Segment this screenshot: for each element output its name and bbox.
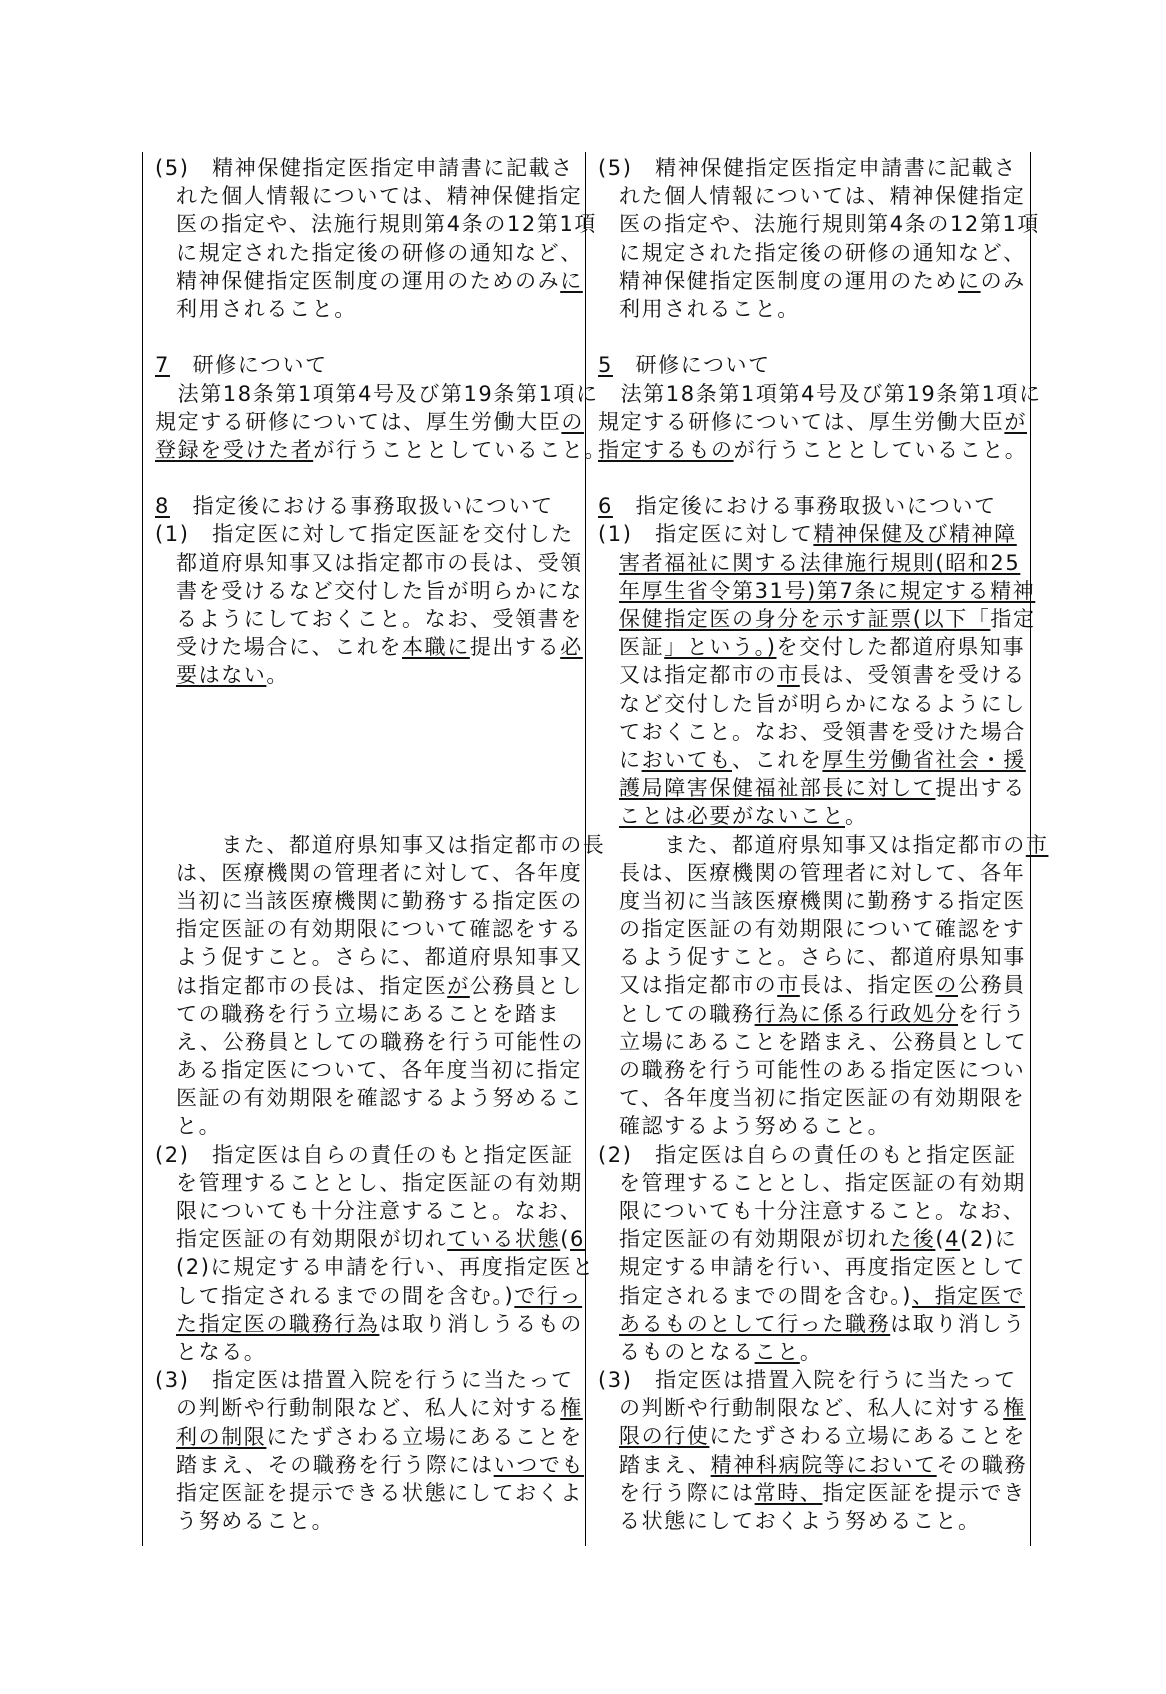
text-segment: 又は指定都市の xyxy=(619,663,778,688)
amended-text: 年厚生省令第31号)第7条に規定する精神 xyxy=(619,578,1036,603)
text-line xyxy=(155,831,606,859)
text-segment: 長は、受領書を受ける xyxy=(799,663,1026,688)
text-line xyxy=(155,239,583,267)
text-line xyxy=(598,1225,1018,1253)
text-segment: のみ xyxy=(980,268,1026,293)
text-segment: 指定されるまでの間を含む。) xyxy=(619,1283,913,1308)
text-line xyxy=(155,1225,585,1253)
text-line xyxy=(155,1451,585,1479)
text-line xyxy=(598,380,1042,408)
text-segment: の判断や行動制限など、私人に対する xyxy=(176,1396,561,1421)
text-segment: となる。 xyxy=(176,1339,267,1364)
text-segment: 利用されること。 xyxy=(176,296,357,321)
amended-text: 市 xyxy=(777,973,800,998)
text-segment: 、これを xyxy=(732,747,823,772)
blank-space xyxy=(155,690,575,831)
text-segment: よう促すこと。さらに、都道府県知事又 xyxy=(176,945,583,970)
amended-text: 保健指定医の身分を示す証票(以下「 xyxy=(619,607,991,631)
text-segment: 利用されること。 xyxy=(619,296,800,321)
text-line xyxy=(155,1197,583,1225)
amended-text: 7 xyxy=(155,353,170,378)
text-segment: に規定された指定後の研修の通知など、 xyxy=(176,240,583,265)
text-segment: ての職務を行う立場にあることを踏ま xyxy=(176,1001,561,1026)
text-segment: 。 xyxy=(799,1339,823,1364)
section-post-designation-continued xyxy=(155,831,606,1536)
amended-text: の xyxy=(561,409,584,434)
text-line xyxy=(155,1056,582,1084)
text-line xyxy=(598,1056,1026,1084)
text-line xyxy=(155,859,583,887)
text-segment: 指定医証を提示でき xyxy=(822,1480,1026,1505)
text-line xyxy=(155,1112,575,1140)
text-segment: 踏まえ、 xyxy=(619,1452,711,1477)
text-segment: ある指定医について、各年度当初に指定 xyxy=(176,1058,582,1083)
amended-text: 害者福祉に関する法律施行規則(昭和25 xyxy=(619,550,1021,575)
text-segment: 指定後における事務取扱いについて xyxy=(612,494,997,519)
amended-text: が xyxy=(1004,409,1027,434)
amended-text: 護局障害保健福祉部長に対して xyxy=(619,776,936,801)
text-segment: 規定する研修については、厚生労働大臣 xyxy=(598,409,1005,434)
text-line xyxy=(155,182,583,210)
text-line xyxy=(598,1507,1018,1535)
text-segment: は指定都市の長は、指定医 xyxy=(176,973,448,998)
text-segment: 医証の有効期限を確認するよう努めるこ xyxy=(176,1086,583,1111)
text-segment: 踏まえ、その職務を行う際には xyxy=(176,1452,494,1477)
text-segment: 法第18条第1項第4号及び第19条第1項に xyxy=(598,381,1042,406)
text-line xyxy=(598,774,1026,802)
text-line xyxy=(598,182,1026,210)
text-segment: 医の指定や、法施行規則第4条の12第1項 xyxy=(176,212,598,237)
text-segment: 医の指定や、法施行規則第4条の12第1項 xyxy=(619,212,1041,237)
section-5-personal-info xyxy=(155,154,598,323)
text-segment: 指定医証を提示できる状態にしておくよ xyxy=(176,1480,583,1505)
text-segment: に規定された指定後の研修の通知など、 xyxy=(619,240,1026,265)
text-line xyxy=(598,239,1026,267)
text-segment: 。 xyxy=(845,804,868,829)
text-segment: 公務員 xyxy=(958,973,1026,998)
text-line xyxy=(598,1197,1026,1225)
amended-text: 権 xyxy=(1003,1396,1026,1421)
text-segment: (5) 精神保健指定医指定申請書に記載さ xyxy=(598,156,1017,180)
text-line xyxy=(155,295,575,323)
text-segment: るものとなる xyxy=(619,1339,755,1364)
spacer xyxy=(155,464,575,492)
text-line xyxy=(155,1000,575,1028)
new-text-column xyxy=(598,154,1049,1535)
text-segment: (3) 指定医は措置入院を行うに当たって xyxy=(598,1368,1017,1393)
text-segment: また、都道府県知事又は指定都市の長 xyxy=(176,832,606,857)
amended-text: 」という。) xyxy=(664,635,777,660)
text-segment: 指定後における事務取扱いについて xyxy=(169,494,554,519)
text-segment: るよう促すこと。さらに、都道府県知事 xyxy=(619,945,1026,970)
amended-text: 市 xyxy=(777,663,800,688)
text-segment: る状態にしておくよう努めること。 xyxy=(619,1509,981,1533)
amended-text: 精神保健及び精神障 xyxy=(813,522,1017,547)
text-segment: れた個人情報については、精神保健指定 xyxy=(619,184,1026,209)
amended-text: 4 xyxy=(945,1227,961,1252)
amended-text: 利の制限 xyxy=(176,1424,267,1449)
text-line xyxy=(598,690,1026,718)
text-line xyxy=(155,1028,585,1056)
text-line xyxy=(598,295,1018,323)
text-line xyxy=(155,380,599,408)
text-line xyxy=(155,408,584,436)
text-line xyxy=(155,1253,595,1281)
amended-text: おいても xyxy=(641,747,733,772)
text-segment: 規定する申請を行い、再度指定医として xyxy=(619,1255,1026,1280)
text-line xyxy=(598,577,1036,605)
text-segment: 都道府県知事又は指定都市の長は、受領 xyxy=(176,550,583,575)
amended-text: 要はない xyxy=(176,663,267,688)
amended-text: 6 xyxy=(570,1227,585,1252)
amended-text: 5 xyxy=(598,353,613,378)
text-line xyxy=(155,943,583,971)
text-segment: 指定医証の有効期限が切れ xyxy=(176,1227,448,1252)
text-line xyxy=(598,633,1026,661)
amended-text: 本職に xyxy=(402,635,470,660)
text-line xyxy=(598,1479,1026,1507)
text-segment: 受けた場合に、これを xyxy=(176,635,402,660)
text-line xyxy=(155,1338,575,1366)
amended-text: いつでも xyxy=(493,1452,585,1477)
text-segment: 度当初に当該医療機関に勤務する指定医 xyxy=(619,888,1026,913)
text-line xyxy=(598,1253,1026,1281)
text-segment: え、公務員としての職務を行う可能性の xyxy=(176,1029,585,1054)
text-line xyxy=(155,633,583,661)
text-line xyxy=(155,492,575,520)
text-line xyxy=(155,887,583,915)
text-line xyxy=(155,549,583,577)
text-segment: は取り消しうるもの xyxy=(379,1311,583,1336)
text-line xyxy=(598,1000,1026,1028)
text-segment: (2)に規定する申請を行い、再度指定医と xyxy=(176,1255,595,1280)
text-line xyxy=(598,154,1018,182)
section-training xyxy=(598,351,1042,464)
text-line xyxy=(598,1084,1026,1112)
text-segment: など交付した旨が明らかになるようにし xyxy=(619,691,1026,716)
spacer xyxy=(598,464,1018,492)
amended-text: に xyxy=(560,268,583,293)
text-line xyxy=(598,718,1026,746)
text-line xyxy=(155,577,583,605)
text-segment: 指定医証の有効期限について確認をする xyxy=(176,917,583,942)
amended-text: 、指定医で xyxy=(912,1283,1026,1308)
text-line xyxy=(598,1310,1026,1338)
text-segment: 医証 xyxy=(619,635,665,660)
text-line xyxy=(155,1423,583,1451)
text-segment: 公務員とし xyxy=(469,973,583,998)
text-segment: 精神保健指定医制度の運用のため xyxy=(619,268,958,293)
text-segment: 当初に当該医療機関に勤務する指定医の xyxy=(176,888,583,913)
text-segment: 提出する xyxy=(469,635,561,660)
text-line xyxy=(155,661,575,689)
text-segment: 精神保健指定医制度の運用のためのみ xyxy=(176,268,561,293)
amended-text: 常時、 xyxy=(754,1480,823,1505)
amended-text: 6 xyxy=(598,494,613,519)
amended-text: 必 xyxy=(560,635,583,660)
text-line xyxy=(598,351,1018,379)
text-line xyxy=(155,915,583,943)
amended-text: ている状態 xyxy=(447,1227,561,1252)
text-line xyxy=(598,267,1026,295)
text-segment: 長は、指定医 xyxy=(799,973,936,998)
amended-text: 8 xyxy=(155,494,170,519)
text-line xyxy=(155,1141,575,1169)
text-segment: 研修について xyxy=(612,353,771,378)
amended-text: 市 xyxy=(1025,832,1049,857)
text-line xyxy=(598,549,1021,577)
amended-text: 行為に係る行政処分 xyxy=(754,1001,959,1026)
text-line xyxy=(155,1084,583,1112)
text-segment: 限についても十分注意すること。なお、 xyxy=(176,1199,583,1223)
text-line xyxy=(155,1310,583,1338)
text-line xyxy=(598,1169,1026,1197)
section-post-designation-handling xyxy=(598,492,1036,830)
amended-text: 登録を受けた者 xyxy=(155,437,314,462)
text-segment: としての職務 xyxy=(619,1001,755,1026)
text-line xyxy=(155,1507,575,1535)
amended-text: 指定するもの xyxy=(598,437,734,462)
spacer xyxy=(598,323,1018,351)
section-post-designation-handling xyxy=(155,492,583,689)
text-line xyxy=(598,1366,1018,1394)
text-segment: 書を受けるなど交付した旨が明らかにな xyxy=(176,578,583,603)
text-line xyxy=(598,1451,1028,1479)
text-segment: にたずさわる立場にあることを xyxy=(266,1424,583,1449)
text-segment: ( xyxy=(935,1227,946,1252)
text-segment: 規定する研修については、厚生労働大臣 xyxy=(155,409,562,434)
text-segment: (2) 指定医は自らの責任のもと指定医証 xyxy=(598,1142,1017,1167)
text-line xyxy=(598,1282,1026,1310)
text-line xyxy=(598,492,1018,520)
text-segment: るようにしておくこと。なお、受領書を xyxy=(176,607,583,631)
text-segment: (2) 指定医は自らの責任のもと指定医証 xyxy=(155,1142,574,1167)
text-line xyxy=(598,408,1027,436)
amended-text: で行っ xyxy=(514,1283,583,1308)
text-segment: が行うこととしていること。 xyxy=(733,437,1028,462)
text-segment: の職務を行う可能性のある指定医につい xyxy=(619,1058,1026,1082)
text-line xyxy=(155,1366,575,1394)
text-segment: 確認するよう努めること。 xyxy=(619,1114,891,1139)
text-segment: (3) 指定医は措置入院を行うに当たって xyxy=(155,1368,574,1393)
text-line xyxy=(598,859,1026,887)
text-segment: は取り消しう xyxy=(890,1311,1026,1336)
text-line xyxy=(155,351,575,379)
section-5-personal-info xyxy=(598,154,1041,323)
amended-text: に xyxy=(958,268,981,293)
text-segment: が行うこととしていること。 xyxy=(313,437,608,462)
text-line xyxy=(598,943,1026,971)
amended-text: ことは必要がないこと xyxy=(619,804,845,829)
text-line xyxy=(598,1112,1018,1140)
text-segment: また、都道府県知事又は指定都市の xyxy=(619,832,1026,857)
text-segment: (2)に xyxy=(960,1227,1018,1252)
amended-text: 厚生労働省社会・援 xyxy=(822,747,1026,772)
text-line xyxy=(598,436,1028,464)
text-segment: と。 xyxy=(176,1114,222,1139)
text-line xyxy=(598,1028,1028,1056)
text-segment: を行う際には xyxy=(619,1480,755,1505)
text-segment: 提出する xyxy=(935,776,1026,801)
left-border-rule xyxy=(142,152,143,1546)
text-line xyxy=(155,972,583,1000)
text-line xyxy=(155,520,575,548)
text-line xyxy=(598,1141,1018,1169)
amended-text: の xyxy=(935,973,959,998)
text-line xyxy=(598,1394,1026,1422)
text-segment: して指定されるまでの間を含む。) xyxy=(176,1283,515,1308)
old-text-column xyxy=(155,154,608,1535)
text-segment: 法第18条第1項第4号及び第19条第1項に xyxy=(155,381,599,406)
text-line xyxy=(598,746,1026,774)
text-segment: に xyxy=(619,747,642,772)
text-segment: う努めること。 xyxy=(176,1509,335,1534)
text-segment: 研修について xyxy=(169,353,328,378)
section-training xyxy=(155,351,608,464)
text-line xyxy=(155,1282,583,1310)
text-segment: ておくこと。なお、受領書を受けた場合 xyxy=(619,719,1026,744)
text-segment: (1) 指定医に対して xyxy=(598,522,814,547)
amended-text: こと xyxy=(754,1339,800,1364)
text-segment: れた個人情報については、精神保健指定 xyxy=(176,184,583,209)
text-segment: の判断や行動制限など、私人に対する xyxy=(619,1396,1004,1421)
text-segment: ( xyxy=(560,1227,570,1252)
text-line xyxy=(598,831,1049,859)
amended-text: が xyxy=(447,973,470,998)
text-segment: て、各年度当初に指定医証の有効期限を xyxy=(619,1086,1026,1111)
spacer xyxy=(155,323,575,351)
text-segment: 。 xyxy=(266,663,290,688)
text-segment: を行う xyxy=(958,1001,1026,1026)
amended-text: 精神科病院等において xyxy=(710,1452,937,1477)
text-segment: 限についても十分注意すること。なお、 xyxy=(619,1198,1026,1223)
text-segment: を管理することとし、指定医証の有効期 xyxy=(619,1170,1026,1195)
text-line xyxy=(598,1338,1018,1366)
text-segment: その職務 xyxy=(936,1452,1028,1477)
text-line xyxy=(155,605,583,633)
text-line xyxy=(598,802,1018,830)
text-line xyxy=(598,1422,1026,1450)
text-line xyxy=(598,661,1026,689)
text-line xyxy=(155,1479,583,1507)
amended-text: 限の行使 xyxy=(619,1424,710,1449)
text-segment: 長は、医療機関の管理者に対して、各年 xyxy=(619,860,1026,885)
text-segment: は、医療機関の管理者に対して、各年度 xyxy=(176,860,583,885)
text-segment: 指定医証の有効期限が切れ xyxy=(619,1227,891,1252)
text-segment: を管理することとし、指定医証の有効期 xyxy=(176,1170,583,1195)
text-segment: の指定医証の有効期限について確認をす xyxy=(619,917,1026,942)
text-segment: 又は指定都市の xyxy=(619,973,778,998)
text-segment: 指定 xyxy=(990,607,1036,631)
text-line xyxy=(155,436,608,464)
amended-text: た後 xyxy=(890,1227,936,1252)
text-segment: にたずさわる立場にあることを xyxy=(709,1424,1026,1449)
text-segment: を交付した都道府県知事 xyxy=(776,635,1026,660)
text-line xyxy=(598,971,1026,999)
amended-text: た指定医の職務行為 xyxy=(176,1311,380,1336)
text-line xyxy=(155,210,598,238)
amended-text: あるものとして行った職務 xyxy=(619,1311,891,1336)
text-line xyxy=(598,887,1026,915)
text-line xyxy=(598,915,1026,943)
text-line xyxy=(155,154,575,182)
text-line xyxy=(155,267,583,295)
text-line xyxy=(155,1169,583,1197)
text-line xyxy=(598,520,1018,548)
text-line xyxy=(155,1394,583,1422)
amended-text: 権 xyxy=(560,1396,583,1421)
text-line xyxy=(598,210,1041,238)
text-segment: (5) 精神保健指定医指定申請書に記載さ xyxy=(155,156,574,180)
text-line xyxy=(598,605,1036,633)
text-segment: 立場にあることを踏まえ、公務員として xyxy=(619,1029,1028,1054)
section-post-designation-continued xyxy=(598,831,1049,1536)
text-segment: (1) 指定医に対して指定医証を交付した xyxy=(155,522,574,547)
